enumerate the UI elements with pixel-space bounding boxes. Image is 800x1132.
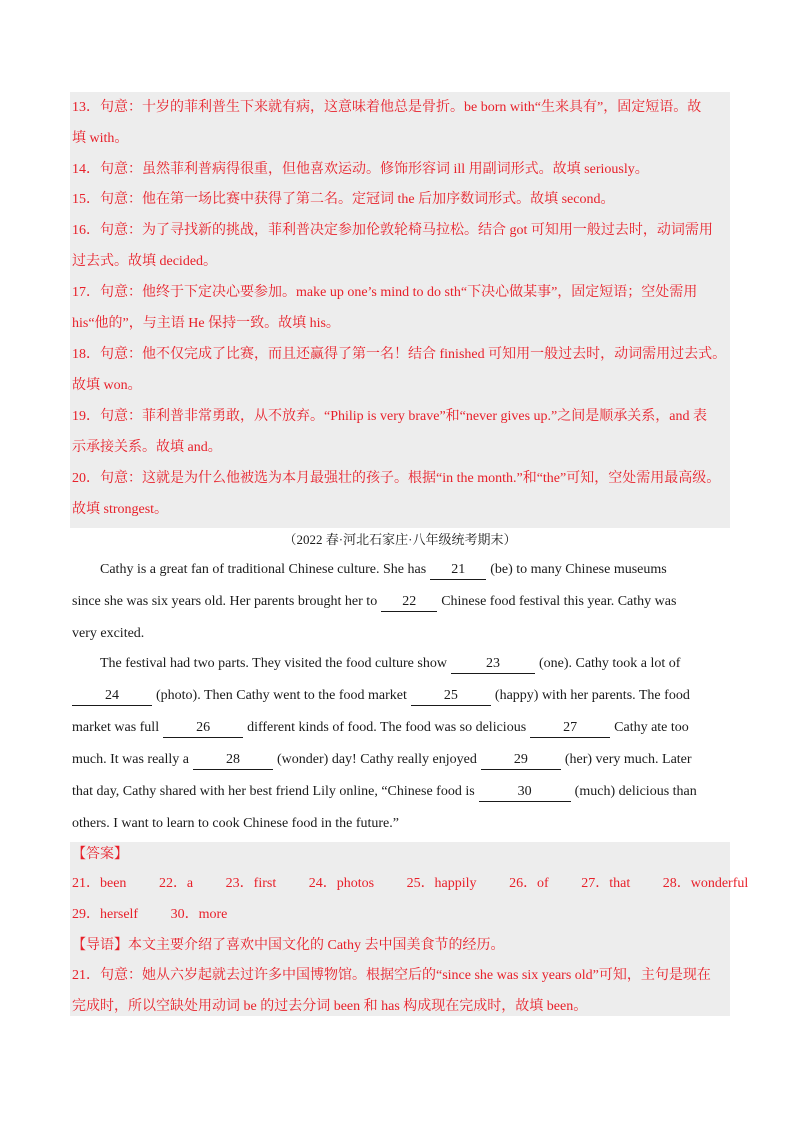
- explanation-line: 示承接关系。故填 and。: [72, 440, 222, 455]
- passage-line: others. I want to learn to cook Chinese food in the future.”: [72, 816, 399, 831]
- passage-line: much. It was really a 28 (wonder) day! Cathy really enjoyed 29 (her) very much. Later: [72, 750, 692, 770]
- answer-item: 23．first: [225, 876, 277, 891]
- explanation-line: his“他的”，与主语 He 保持一致。故填 his。: [72, 316, 340, 331]
- passage-line: Cathy is a great fan of traditional Chinese culture. She has 21 (be) to many Chinese museums: [100, 560, 667, 580]
- section-heading: （2022 春·河北石家庄·八年级统考期末）: [283, 532, 517, 547]
- passage-line: since she was six years old. Her parents brought her to 22 Chinese food festival this year. Cathy was: [72, 592, 676, 612]
- answer-item: 26．of: [509, 876, 549, 891]
- answers-row: [72, 905, 256, 925]
- blank-29[interactable]: 29: [481, 751, 561, 770]
- explanation-line: 19．句意：菲利普非常勇敢，从不放弃。“Philip is very brave”和“never gives up.”之间是顺承关系，and 表: [72, 409, 707, 424]
- blank-28[interactable]: 28: [193, 751, 273, 770]
- guide-text: 【导语】本文主要介绍了喜欢中国文化的 Cathy 去中国美食节的经历。: [72, 938, 505, 953]
- answer-item: 29．herself: [72, 907, 139, 922]
- answer-item: 28．wonderful: [662, 876, 749, 891]
- answer-item: 30．more: [170, 907, 228, 922]
- answer-item: 21．been: [72, 876, 127, 891]
- blank-26[interactable]: 26: [163, 719, 243, 738]
- answers-row: [72, 874, 748, 894]
- explanation-line: 18．句意：他不仅完成了比赛，而且还赢得了第一名！结合 finished 可知用一般过去时，动词需用过去式。: [72, 347, 727, 362]
- blank-24[interactable]: 24: [72, 687, 152, 706]
- explanation-21-line: 21．句意：她从六岁起就去过许多中国博物馆。根据空后的“since she was six years old”可知，主句是现在: [72, 968, 711, 983]
- blank-27[interactable]: 27: [530, 719, 610, 738]
- explanation-line: 16．句意：为了寻找新的挑战，菲利普决定参加伦敦轮椅马拉松。结合 got 可知用一般过去时，动词需用: [72, 223, 713, 238]
- explanation-line: 14．句意：虽然菲利普病得很重，但他喜欢运动。修饰形容词 ill 用副词形式。故填 seriously。: [72, 162, 649, 177]
- explanation-line: 过去式。故填 decided。: [72, 254, 218, 269]
- explanation-line: 17．句意：他终于下定决心要参加。make up one’s mind to do sth“下决心做某事”，固定短语；空处需用: [72, 285, 698, 300]
- answer-shaded-block: [70, 842, 730, 1016]
- blank-25[interactable]: 25: [411, 687, 491, 706]
- passage-line: 24 (photo). Then Cathy went to the food market 25 (happy) with her parents. The food: [72, 686, 690, 706]
- explanation-shaded-block: [70, 92, 730, 528]
- explanation-line: 填 with。: [72, 131, 129, 146]
- passage-line: The festival had two parts. They visited the food culture show 23 (one). Cathy took a lot of: [100, 654, 680, 674]
- answer-item: 25．happily: [406, 876, 477, 891]
- answer-item: 27．that: [581, 876, 631, 891]
- blank-30[interactable]: 30: [479, 783, 571, 802]
- blank-22[interactable]: 22: [381, 593, 437, 612]
- passage-line: market was full 26 different kinds of food. The food was so delicious 27 Cathy ate too: [72, 718, 689, 738]
- explanation-21-line: 完成时，所以空缺处用动词 be 的过去分词 been 和 has 构成现在完成时，故填 been。: [72, 999, 588, 1014]
- answer-item: 24．photos: [308, 876, 375, 891]
- passage-line: that day, Cathy shared with her best friend Lily online, “Chinese food is 30 (much) delicious than: [72, 782, 697, 802]
- explanation-line: 13．句意：十岁的菲利普生下来就有病，这意味着他总是骨折。be born with“生来具有”，固定短语。故: [72, 100, 702, 115]
- blank-21[interactable]: 21: [430, 561, 486, 580]
- blank-23[interactable]: 23: [451, 655, 535, 674]
- explanation-line: 20．句意：这就是为什么他被选为本月最强壮的孩子。根据“in the month.”和“the”可知，空处需用最高级。: [72, 471, 721, 486]
- explanation-line: 故填 won。: [72, 378, 142, 393]
- passage-line: very excited.: [72, 626, 145, 641]
- answer-item: 22．a: [158, 876, 194, 891]
- explanation-line: 故填 strongest。: [72, 502, 169, 517]
- answer-label: 【答案】: [72, 847, 128, 862]
- explanation-line: 15．句意：他在第一场比赛中获得了第二名。定冠词 the 后加序数词形式。故填 second。: [72, 192, 615, 207]
